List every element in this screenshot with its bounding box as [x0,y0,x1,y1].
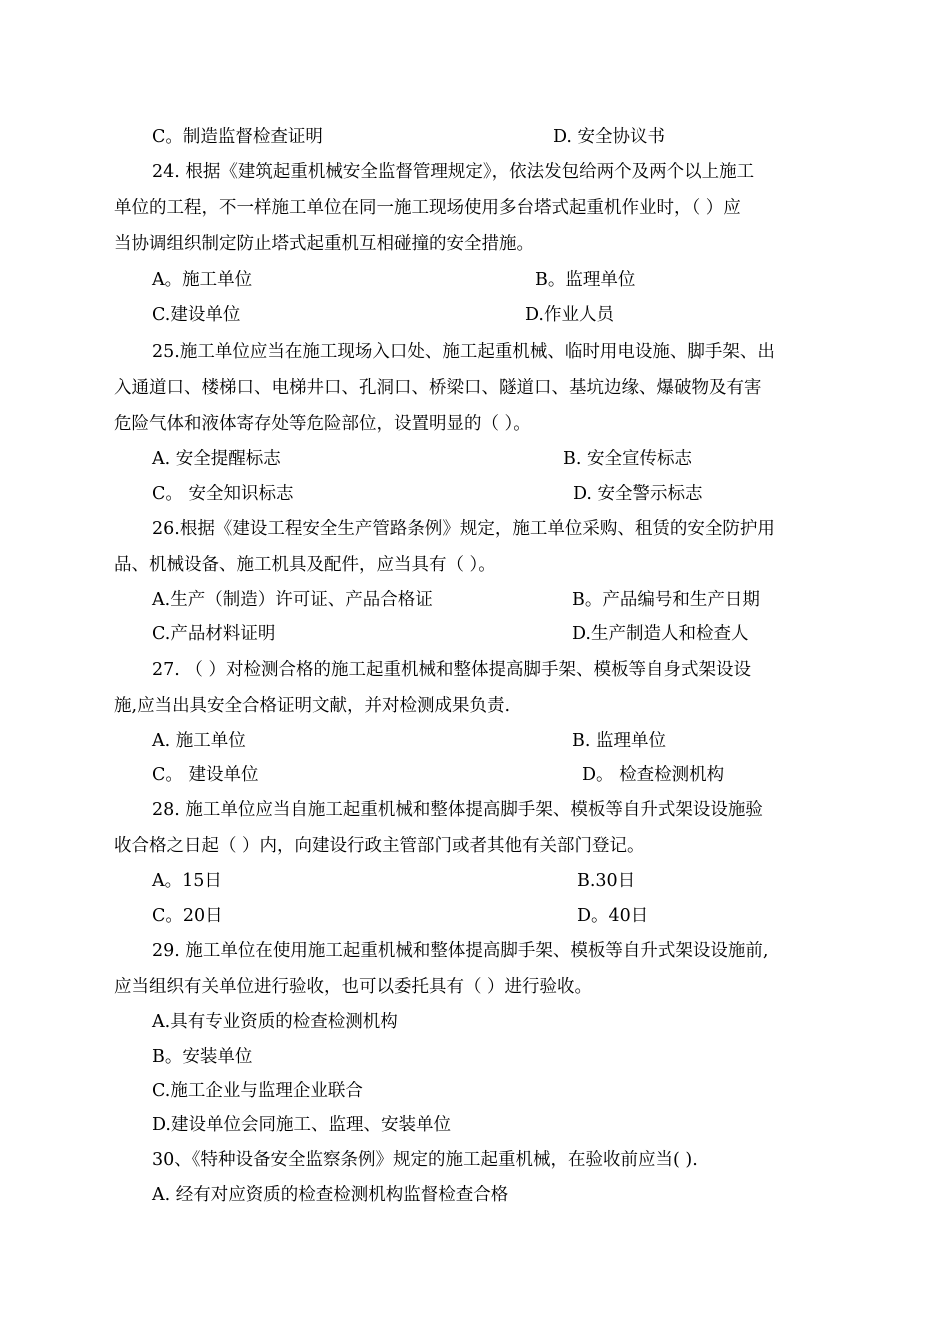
question-text: 当协调组织制定防止塔式起重机互相碰撞的安全措施。 [114,234,534,254]
option-a: A.具有专业资质的检查检测机构 [152,1012,398,1032]
option-c: C。20日 [152,906,223,926]
question-text: 施,应当出具安全合格证明文献，并对检测成果负责. [114,696,511,716]
option-c: C。 安全知识标志 [152,484,294,504]
question-text: 25.施工单位应当在施工现场入口处、施工起重机械、临时用电设施、脚手架、出 [152,342,775,362]
question-text: 危险气体和液体寄存处等危险部位，设置明显的（ ）。 [114,414,531,434]
option-b: B。安装单位 [152,1047,253,1067]
question-text: 24. 根据《建筑起重机械安全监督管理规定》，依法发包给两个及两个以上施工 [152,162,755,182]
option-a: A.生产（制造）许可证、产品合格证 [152,590,433,610]
question-text: 30、《特种设备安全监察条例》规定的施工起重机械，在验收前应当( ). [152,1150,698,1170]
option-a: A. 安全提醒标志 [152,449,281,469]
question-text: 品、机械设备、施工机具及配件，应当具有（ ）。 [114,555,496,575]
option-b: B。产品编号和生产日期 [572,590,760,610]
option-a: A。15日 [152,871,222,891]
option-d: D。40日 [577,906,649,926]
option-d: D. 安全协议书 [553,127,666,147]
option-d: D.生产制造人和检查人 [572,624,749,644]
option-a: A. 施工单位 [152,731,246,751]
option-a: A. 经有对应资质的检查检测机构监督检查合格 [152,1185,509,1205]
question-text: 27. （ ）对检测合格的施工起重机械和整体提高脚手架、模板等自身式架设设 [152,660,751,680]
option-d: D.建设单位会同施工、监理、安装单位 [152,1115,451,1135]
option-c: C。 建设单位 [152,765,259,785]
option-b: B。监理单位 [535,270,636,290]
question-text: 入通道口、楼梯口、电梯井口、孔洞口、桥梁口、隧道口、基坑边缘、爆破物及有害 [114,378,762,398]
option-c: C。制造监督检查证明 [152,127,323,147]
option-b: B.30日 [577,871,636,891]
option-b: B. 安全宣传标志 [563,449,692,469]
option-a: A。施工单位 [152,270,253,290]
question-text: 单位的工程，不一样施工单位在同一施工现场使用多台塔式起重机作业时，（ ）应 [114,198,741,218]
option-d: D。 检查检测机构 [582,765,725,785]
option-c: C.建设单位 [152,305,241,325]
question-text: 收合格之日起（ ）内，向建设行政主管部门或者其他有关部门登记。 [114,836,645,856]
option-d: D. 安全警示标志 [573,484,703,504]
option-b: B. 监理单位 [572,731,666,751]
option-d: D.作业人员 [525,305,614,325]
option-c: C.产品材料证明 [152,624,276,644]
question-text: 29. 施工单位在使用施工起重机械和整体提高脚手架、模板等自升式架设设施前, [152,941,769,961]
option-c: C.施工企业与监理企业联合 [152,1081,363,1101]
question-text: 28. 施工单位应当自施工起重机械和整体提高脚手架、模板等自升式架设设施验 [152,800,763,820]
question-text: 26.根据《建设工程安全生产管路条例》规定，施工单位采购、租赁的安全防护用 [152,519,775,539]
question-text: 应当组织有关单位进行验收，也可以委托具有（ ）进行验收。 [114,977,593,997]
